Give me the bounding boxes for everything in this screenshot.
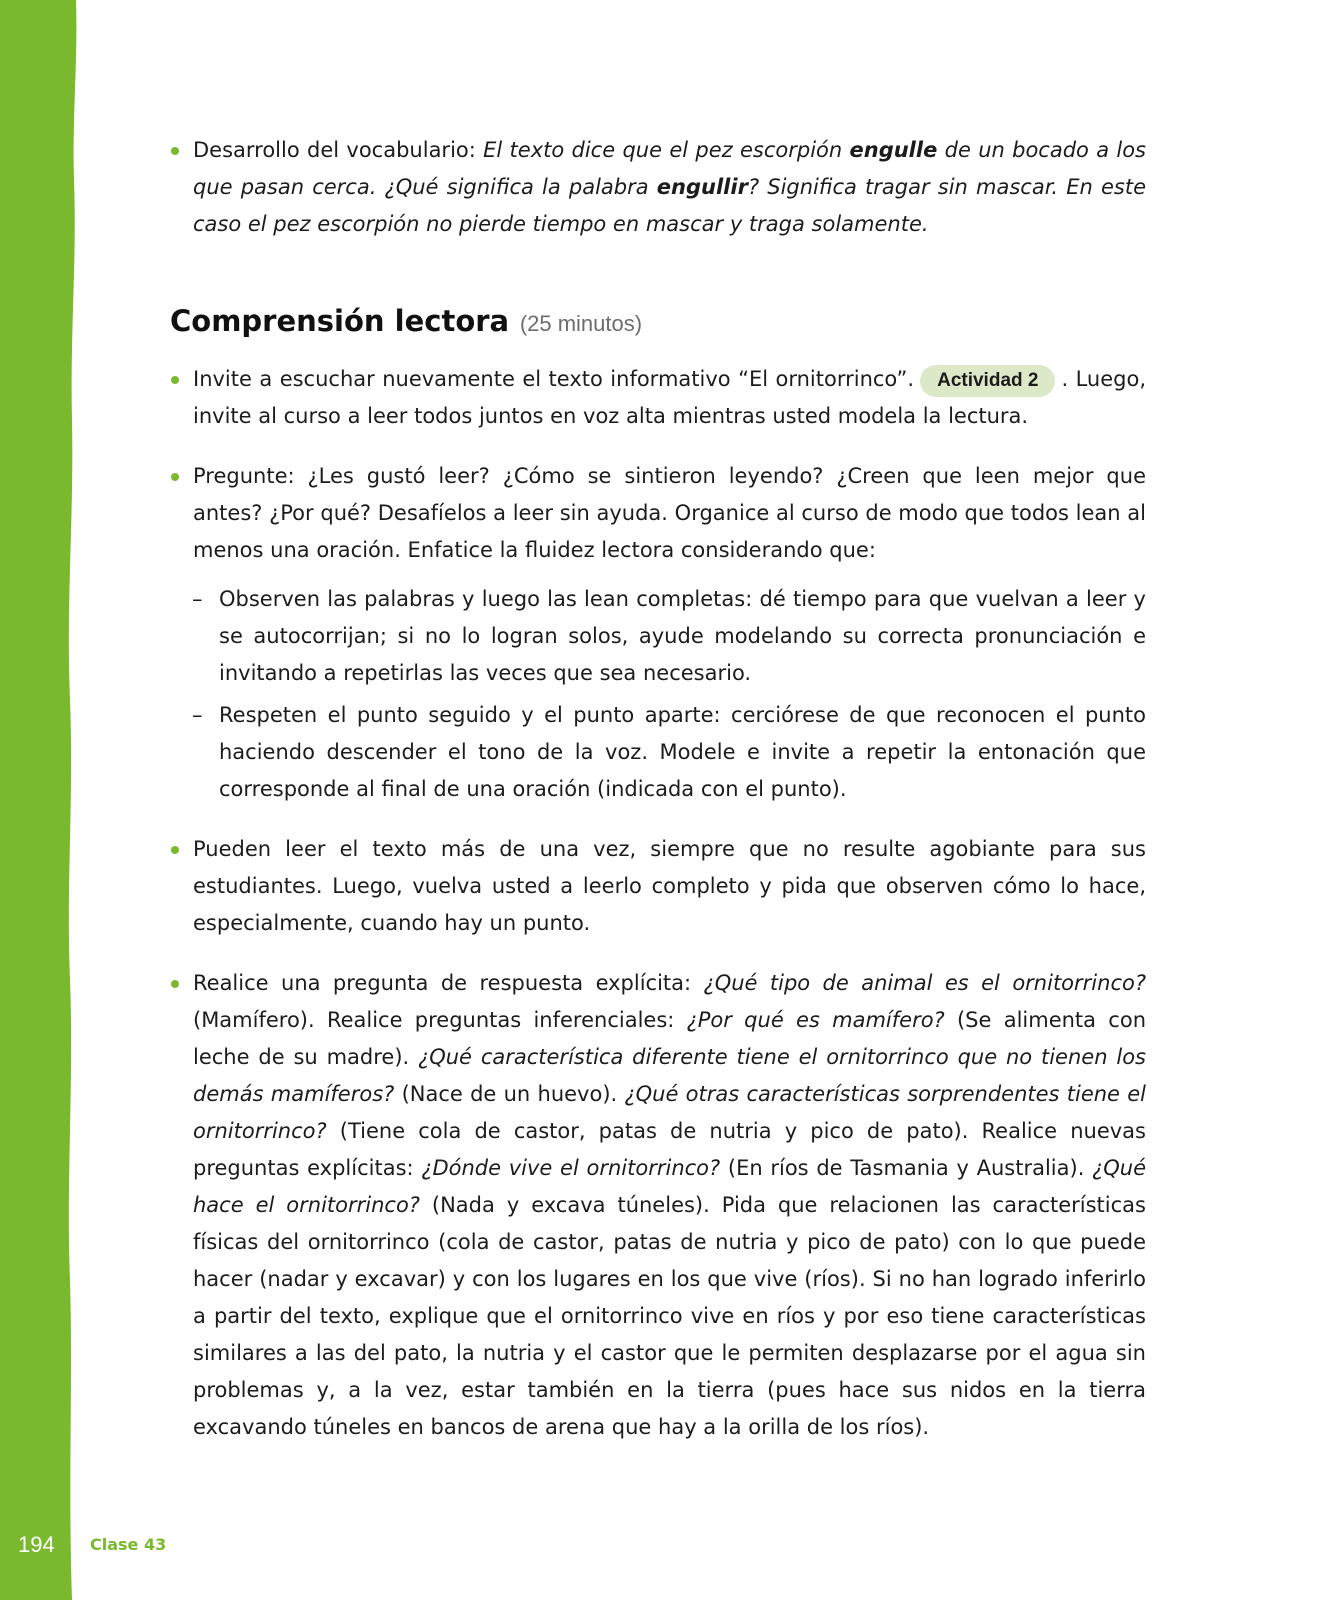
- questions-text-1: Realice una pregunta de respuesta explícita:: [193, 971, 704, 995]
- listen-again-bullet: [170, 361, 1146, 435]
- vocabulary-text-3: ? Significa tragar sin mascar. En este caso el pez escorpión no pierde tiempo en mascar y traga solamente.: [193, 175, 1146, 236]
- vocabulary-bullet: [170, 132, 1146, 243]
- page-body: [170, 132, 1146, 1446]
- questions-text-2: (Mamífero). Realice preguntas inferenciales:: [193, 1008, 687, 1032]
- listen-again-text-1: Invite a escuchar nuevamente el texto informativo “El ornitorrinco”.: [193, 367, 915, 391]
- green-margin-band: [0, 0, 90, 1600]
- fluency-subitem-punctuation: – Respeten el punto seguido y el punto aparte: cerciórese de que reconocen el punto haciendo descender el tono de la voz. Modele e invite a repetir la entonación que corresponde al final de una oración (indicada con el punto).: [170, 697, 1146, 808]
- class-label: Clase 43: [90, 1535, 167, 1554]
- section-heading: [170, 299, 1146, 343]
- question-animal-type: ¿Qué tipo de animal es el ornitorrinco?: [703, 971, 1146, 995]
- page-number: 194: [18, 1532, 55, 1557]
- question-surprising-traits: ¿Qué otras características sorprendentes tiene el ornitorrinco?: [193, 1082, 1146, 1143]
- reread-text: Pueden leer el texto más de una vez, siempre que no resulte agobiante para sus estudiantes. Luego, vuelva usted a leerlo completo y pida que observen cómo lo hace, especialmente, cuando hay un punto.: [193, 837, 1146, 935]
- section-duration: (25 minutos): [519, 311, 643, 336]
- ask-text: Pregunte: ¿Les gustó leer? ¿Cómo se sintieron leyendo? ¿Creen que leen mejor que antes? ¿Por qué? Desafíelos a leer sin ayuda. Organice al curso de modo que todos lean al menos una oración. Enfatice la fluidez lectora considerando que:: [193, 464, 1146, 562]
- questions-bullet: [170, 965, 1146, 1446]
- questions-text-6: (En ríos de Tasmania y Australia).: [720, 1156, 1093, 1180]
- question-different-trait: ¿Qué característica diferente tiene el ornitorrinco que no tienen los demás mamíferos?: [193, 1045, 1146, 1106]
- questions-text-5: (Tiene cola de castor, patas de nutria y pico de pato). Realice nuevas preguntas explícitas:: [193, 1119, 1146, 1180]
- vocabulary-text-2: de un bocado a los que pasan cerca. ¿Qué significa la palabra: [193, 138, 1146, 199]
- ask-bullet: [170, 458, 1146, 808]
- vocabulary-term-engullir: engullir: [656, 175, 748, 199]
- question-what-does: ¿Qué hace el ornitorrinco?: [193, 1156, 1146, 1217]
- question-where-lives: ¿Dónde vive el ornitorrinco?: [421, 1156, 721, 1180]
- section-title: Comprensión lectora: [170, 304, 510, 338]
- fluency-subitems: [193, 581, 1146, 808]
- questions-text-4: (Nace de un huevo).: [394, 1082, 625, 1106]
- reread-bullet: [170, 831, 1146, 942]
- vocabulary-term-engulle: engulle: [849, 138, 938, 162]
- fluency-subitem-words: – Observen las palabras y luego las lean completas: dé tiempo para que vuelvan a leer y se autocorrijan; si no lo logran solos, ayude modelando su correcta pronunciación e invitando a repetirlas las veces que sea necesario.: [170, 581, 1146, 692]
- listen-again-text-2: . Luego, invite al curso a leer todos juntos en voz alta mientras usted modela la lectura.: [193, 367, 1147, 428]
- vocabulary-lead: Desarrollo del vocabulario:: [193, 138, 484, 162]
- questions-text-7: (Nada y excava túneles). Pida que relacionen las características físicas del ornitorrinco (cola de castor, patas de nutria y pico de pato) con lo que puede hacer (nadar y excavar) y con los lugares en los que vive (ríos). Si no han logrado inferirlo a partir del texto, explique que el ornitorrinco vive en ríos y por eso tiene características similares a las del pato, la nutria y el castor que le permiten desplazarse por el agua sin problemas y, a la vez, estar también en la tierra (pues hace sus nidos en la tierra excavando túneles en bancos de arena que hay a la orilla de los ríos).: [193, 1193, 1146, 1439]
- question-why-mammal: ¿Por qué es mamífero?: [686, 1008, 945, 1032]
- activity-badge: Actividad 2: [920, 365, 1055, 397]
- questions-text-3: (Se alimenta con leche de su madre).: [193, 1008, 1147, 1069]
- vocabulary-text-1: El texto dice que el pez escorpión: [483, 138, 850, 162]
